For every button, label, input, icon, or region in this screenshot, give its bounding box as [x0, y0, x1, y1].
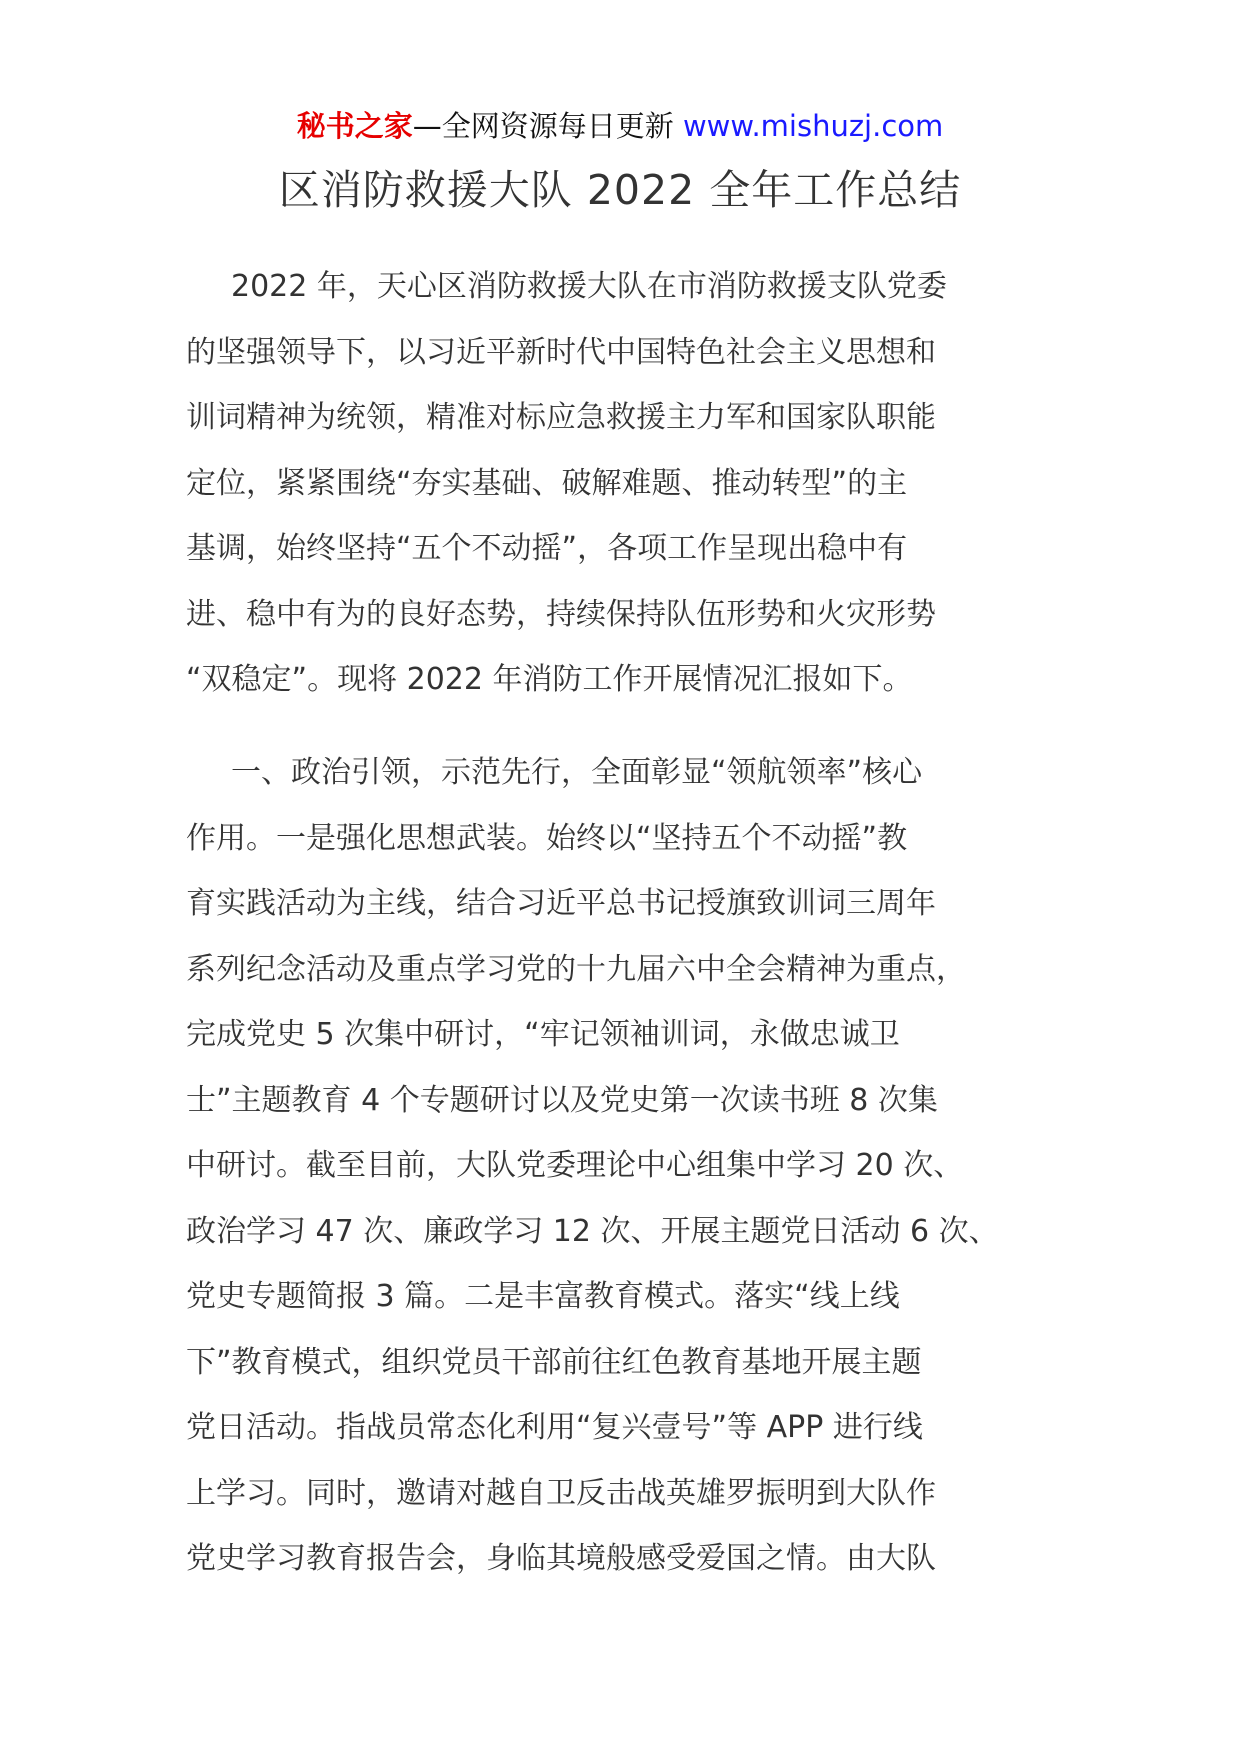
paragraph-line: 下”教育模式，组织党员干部前往红色教育基地开展主题	[186, 1344, 922, 1380]
paragraph-line: 党史专题简报 3 篇。二是丰富教育模式。落实“线上线	[186, 1279, 900, 1314]
paragraph-line: 的坚强领导下，以习近平新时代中国特色社会主义思想和	[186, 334, 936, 370]
banner-tagline: —全网资源每日更新	[412, 109, 674, 143]
paragraph-line: 系列纪念活动及重点学习党的十九届六中全会精神为重点，	[186, 951, 966, 987]
site-banner	[0, 106, 1240, 146]
paragraph-line: 基调，始终坚持“五个不动摇”，各项工作呈现出稳中有	[186, 531, 908, 566]
paragraph-line: 政治学习 47 次、廉政学习 12 次、开展主题党日活动 6 次、	[186, 1213, 999, 1249]
site-url-link[interactable]: www.mishuzj.com	[682, 109, 944, 143]
paragraph-line: 进、稳中有为的良好态势，持续保持队伍形势和火灾形势	[186, 596, 936, 632]
brand-name: 秘书之家	[296, 109, 413, 143]
paragraph-line: 育实践活动为主线，结合习近平总书记授旗致训词三周年	[186, 886, 936, 921]
paragraph-line: “双稳定”。现将 2022 年消防工作开展情况汇报如下。	[186, 662, 913, 697]
document-title: 区消防救援大队 2022 全年工作总结	[278, 166, 962, 214]
paragraph-line: 中研讨。截至目前，大队党委理论中心组集中学习 20 次、	[186, 1148, 964, 1183]
paragraph-line: 作用。一是强化思想武装。始终以“坚持五个不动摇”教	[186, 820, 908, 856]
paragraph-line: 党日活动。指战员常态化利用“复兴壹号”等 APP 进行线	[186, 1410, 923, 1445]
paragraph-section-one	[186, 740, 1086, 1592]
paragraph-line: 定位，紧紧围绕“夯实基础、破解难题、推动转型”的主	[186, 465, 908, 501]
paragraph-intro	[186, 254, 1086, 713]
paragraph-line: 一、政治引领，示范先行，全面彰显“领航领率”核心	[231, 755, 923, 790]
paragraph-line: 士”主题教育 4 个专题研讨以及党史第一次读书班 8 次集	[186, 1082, 938, 1118]
paragraph-line: 2022 年，天心区消防救援大队在市消防救援支队党委	[231, 269, 947, 304]
paragraph-line: 上学习。同时，邀请对越自卫反击战英雄罗振明到大队作	[186, 1475, 936, 1511]
paragraph-line: 党史学习教育报告会，身临其境般感受爱国之情。由大队	[186, 1541, 936, 1576]
paragraph-line: 训词精神为统领，精准对标应急救援主力军和国家队职能	[186, 400, 936, 435]
paragraph-line: 完成党史 5 次集中研讨，“牢记领袖训词，永做忠诚卫	[186, 1017, 900, 1052]
